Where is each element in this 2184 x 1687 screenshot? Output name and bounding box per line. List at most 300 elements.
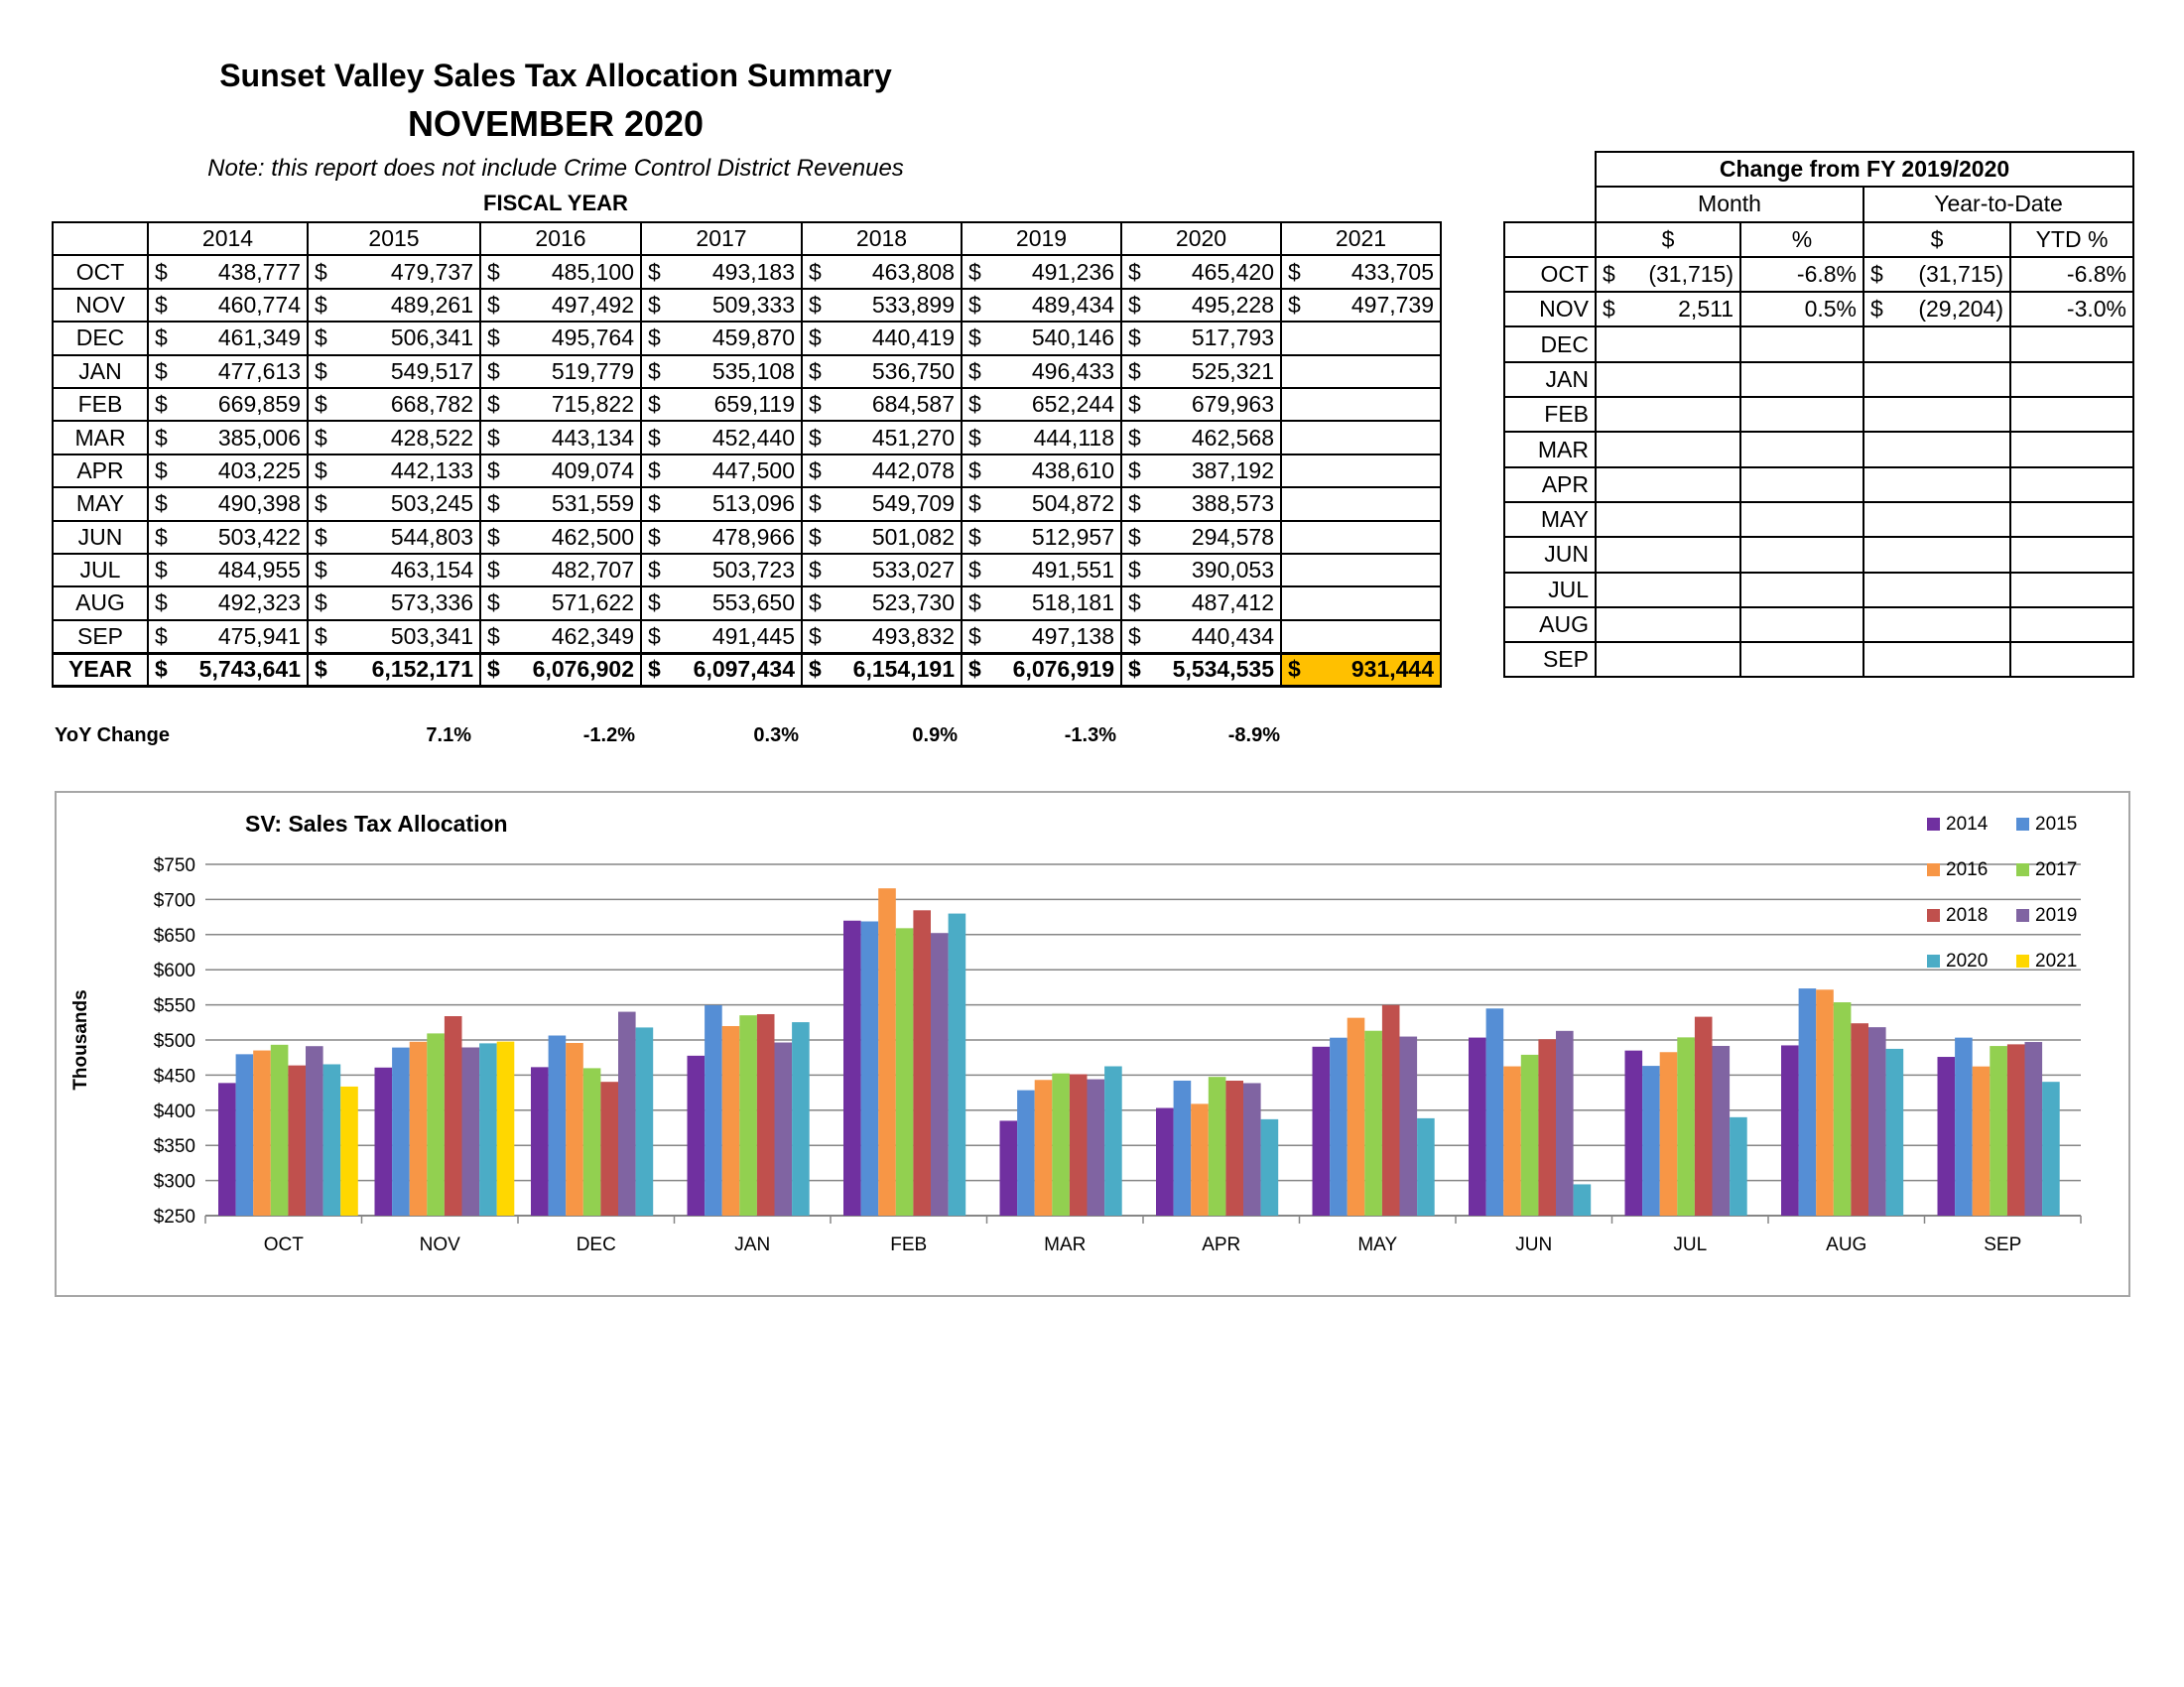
y-tick-label: $750 <box>153 855 195 876</box>
value-cell <box>1121 554 1281 586</box>
amount: 497,739 <box>1350 291 1434 318</box>
x-tick-label: APR <box>1202 1234 1241 1255</box>
value-cell <box>641 620 802 653</box>
amount: 492,323 <box>217 589 301 616</box>
change-cell <box>2010 362 2133 397</box>
bar-2018-may <box>1382 1005 1400 1216</box>
change-cell <box>2010 326 2133 361</box>
currency-symbol: $ <box>487 523 500 550</box>
legend-label: 2016 <box>1946 859 1989 880</box>
change-cell <box>1740 642 1863 677</box>
bar-2018-sep <box>2007 1044 2025 1216</box>
value-cell <box>480 355 641 388</box>
currency-symbol: $ <box>155 589 168 616</box>
value-cell <box>802 554 962 586</box>
value-cell <box>1121 487 1281 520</box>
amount: 388,573 <box>1191 490 1274 517</box>
currency-symbol: $ <box>809 456 822 483</box>
amount: 931,444 <box>1350 656 1434 683</box>
value-cell <box>1121 653 1281 686</box>
value-cell <box>802 322 962 354</box>
report-note: Note: this report does not include Crime Control District Revenues <box>207 155 904 182</box>
y-tick-label: $600 <box>153 961 195 982</box>
change-cell <box>1863 397 2010 432</box>
amount: (29,204) <box>1918 296 2003 323</box>
currency-symbol: $ <box>809 258 822 285</box>
bar-2017-nov <box>427 1033 445 1216</box>
month-label: APR <box>53 454 148 487</box>
bar-2016-jan <box>722 1026 740 1216</box>
change-cell <box>1740 573 1863 607</box>
month-label: AUG <box>53 586 148 619</box>
currency-symbol: $ <box>809 391 822 418</box>
value-cell <box>1121 521 1281 554</box>
change-cell <box>1596 326 1740 361</box>
currency-symbol: $ <box>155 656 168 683</box>
bar-2014-mar <box>1000 1120 1018 1216</box>
amount: 482,707 <box>551 557 634 584</box>
currency-symbol: $ <box>487 324 500 351</box>
month-label: FEB <box>1504 397 1596 432</box>
value-cell <box>962 586 1121 619</box>
amount: 503,245 <box>390 490 473 517</box>
col-ytd-pct: YTD % <box>2010 222 2133 257</box>
amount: 433,705 <box>1350 258 1434 285</box>
value-cell <box>641 521 802 554</box>
yoy-value: -1.3% <box>1064 724 1116 746</box>
table-row <box>53 355 1441 388</box>
change-cell <box>1863 326 2010 361</box>
change-row <box>1504 642 2133 677</box>
amount: 462,568 <box>1191 424 1274 451</box>
amount: 523,730 <box>871 589 955 616</box>
change-row <box>1504 432 2133 466</box>
change-row <box>1504 502 2133 537</box>
bar-2017-jul <box>1677 1037 1695 1216</box>
bar-2015-feb <box>861 922 879 1216</box>
value-cell <box>641 554 802 586</box>
value-cell <box>480 289 641 322</box>
month-label: NOV <box>53 289 148 322</box>
currency-symbol: $ <box>968 324 981 351</box>
amount: 478,966 <box>711 523 795 550</box>
value-cell <box>308 322 480 354</box>
amount: 495,764 <box>551 324 634 351</box>
amount: 390,053 <box>1191 557 1274 584</box>
amount: 5,534,535 <box>1172 656 1274 683</box>
currency-symbol: $ <box>1128 523 1141 550</box>
bar-2014-apr <box>1156 1108 1174 1216</box>
amount: (31,715) <box>1648 261 1734 288</box>
month-label: MAR <box>1504 432 1596 466</box>
value-cell <box>641 388 802 421</box>
bar-2016-aug <box>1816 989 1834 1216</box>
value-cell <box>641 355 802 388</box>
value-cell <box>1121 355 1281 388</box>
legend-label: 2019 <box>2035 905 2078 926</box>
legend-swatch-2016 <box>1927 863 1940 876</box>
change-cell <box>1596 502 1740 537</box>
bar-2019-may <box>1400 1037 1418 1216</box>
amount: 459,870 <box>711 324 795 351</box>
change-row <box>1504 467 2133 502</box>
year-header: 2017 <box>641 222 802 255</box>
amount: 438,610 <box>1031 456 1114 483</box>
bar-2017-jun <box>1521 1055 1539 1216</box>
change-cell <box>1596 257 1740 292</box>
change-cell <box>1863 467 2010 502</box>
value-cell <box>1281 421 1441 454</box>
value-cell <box>148 388 308 421</box>
amount: 679,963 <box>1191 391 1274 418</box>
change-cell <box>1863 573 2010 607</box>
currency-symbol: $ <box>155 557 168 584</box>
amount: 385,006 <box>217 424 301 451</box>
month-label: MAY <box>53 487 148 520</box>
amount: 489,261 <box>390 291 473 318</box>
x-tick-label: NOV <box>419 1234 460 1255</box>
percent: -6.8% <box>1796 261 1857 288</box>
amount: 409,074 <box>551 456 634 483</box>
value-cell <box>1281 255 1441 288</box>
currency-symbol: $ <box>1128 589 1141 616</box>
currency-symbol: $ <box>968 291 981 318</box>
bar-chart-svg <box>57 793 2128 1295</box>
value-cell <box>1281 454 1441 487</box>
value-cell <box>480 487 641 520</box>
value-cell <box>802 255 962 288</box>
bar-2015-apr <box>1174 1081 1192 1216</box>
bar-2019-feb <box>931 933 949 1216</box>
yoy-value: -1.2% <box>582 724 635 746</box>
bar-2020-dec <box>636 1027 654 1216</box>
value-cell <box>480 322 641 354</box>
legend-swatch-2017 <box>2016 863 2029 876</box>
value-cell <box>641 487 802 520</box>
currency-symbol: $ <box>648 656 661 683</box>
amount: 493,832 <box>871 622 955 649</box>
yoy-label: YoY Change <box>55 724 170 746</box>
value-cell <box>148 653 308 686</box>
amount: 452,440 <box>711 424 795 451</box>
value-cell <box>308 421 480 454</box>
bar-2016-jun <box>1503 1067 1521 1216</box>
change-cell <box>1596 362 1740 397</box>
change-cell <box>1863 292 2010 326</box>
table-row <box>53 586 1441 619</box>
amount: 444,118 <box>1033 424 1114 451</box>
value-cell <box>962 388 1121 421</box>
chart-title: SV: Sales Tax Allocation <box>245 811 508 837</box>
amount: 463,808 <box>871 258 955 285</box>
change-row <box>1504 607 2133 642</box>
change-cell <box>1596 292 1740 326</box>
amount: 535,108 <box>711 357 795 384</box>
change-title-row <box>1504 152 2133 187</box>
currency-symbol: $ <box>968 523 981 550</box>
amount: 504,872 <box>1031 490 1114 517</box>
yoy-value: -8.9% <box>1227 724 1280 746</box>
value-cell <box>480 454 641 487</box>
bar-2014-feb <box>843 921 861 1216</box>
bar-2015-oct <box>236 1054 254 1216</box>
change-cell <box>2010 573 2133 607</box>
bar-2019-apr <box>1243 1083 1261 1216</box>
amount: 428,522 <box>390 424 473 451</box>
table-row <box>53 421 1441 454</box>
change-row <box>1504 292 2133 326</box>
change-cell <box>1863 502 2010 537</box>
y-tick-label: $350 <box>153 1136 195 1158</box>
value-cell <box>308 388 480 421</box>
bar-2016-mar <box>1035 1080 1053 1216</box>
amount: 489,434 <box>1031 291 1114 318</box>
year-header: 2016 <box>480 222 641 255</box>
currency-symbol: $ <box>487 357 500 384</box>
amount: 491,445 <box>711 622 795 649</box>
value-cell <box>641 421 802 454</box>
currency-symbol: $ <box>968 357 981 384</box>
bar-2020-sep <box>2042 1082 2060 1216</box>
legend-swatch-2018 <box>1927 909 1940 922</box>
currency-symbol: $ <box>315 456 327 483</box>
table-row <box>53 620 1441 653</box>
currency-symbol: $ <box>1128 490 1141 517</box>
amount: 503,723 <box>711 557 795 584</box>
value-cell <box>1281 487 1441 520</box>
value-cell <box>480 554 641 586</box>
amount: 462,500 <box>551 523 634 550</box>
change-cell <box>2010 467 2133 502</box>
legend-swatch-2015 <box>2016 818 2029 831</box>
amount: 490,398 <box>217 490 301 517</box>
amount: 487,412 <box>1191 589 1274 616</box>
value-cell <box>148 586 308 619</box>
currency-symbol: $ <box>1288 291 1301 318</box>
value-cell <box>480 521 641 554</box>
month-label: AUG <box>1504 607 1596 642</box>
year-header: 2014 <box>148 222 308 255</box>
legend-swatch-2020 <box>1927 955 1940 968</box>
change-cell <box>1596 397 1740 432</box>
bar-2019-nov <box>462 1047 480 1216</box>
amount: 462,349 <box>551 622 634 649</box>
bar-2017-apr <box>1209 1077 1226 1216</box>
value-cell <box>308 454 480 487</box>
bar-2015-jun <box>1486 1008 1504 1216</box>
bar-2015-nov <box>392 1048 410 1216</box>
change-cell <box>1740 502 1863 537</box>
bar-2019-jun <box>1556 1031 1574 1216</box>
currency-symbol: $ <box>1288 656 1301 683</box>
x-tick-label: JUL <box>1673 1234 1708 1255</box>
currency-symbol: $ <box>648 424 661 451</box>
bar-2018-jan <box>757 1014 775 1216</box>
bar-2020-oct <box>323 1064 341 1216</box>
change-cell <box>1740 432 1863 466</box>
value-cell <box>962 521 1121 554</box>
value-cell <box>148 487 308 520</box>
value-cell <box>1121 388 1281 421</box>
bar-2018-jul <box>1695 1017 1713 1216</box>
sales-tax-chart <box>55 791 2130 1297</box>
amount: 6,076,902 <box>532 656 634 683</box>
amount: 503,422 <box>217 523 301 550</box>
currency-symbol: $ <box>968 456 981 483</box>
currency-symbol: $ <box>155 324 168 351</box>
change-cell <box>1596 607 1740 642</box>
table-row <box>53 388 1441 421</box>
bar-2014-may <box>1313 1047 1331 1216</box>
amount: 294,578 <box>1191 523 1274 550</box>
value-cell <box>480 421 641 454</box>
amount: 509,333 <box>711 291 795 318</box>
amount: 461,349 <box>217 324 301 351</box>
change-row <box>1504 397 2133 432</box>
report-title: Sunset Valley Sales Tax Allocation Summary <box>219 58 892 93</box>
value-cell <box>1121 289 1281 322</box>
currency-symbol: $ <box>648 523 661 550</box>
amount: 484,955 <box>217 557 301 584</box>
bar-2019-aug <box>1868 1027 1886 1216</box>
bar-2014-aug <box>1781 1045 1799 1216</box>
y-tick-label: $450 <box>153 1066 195 1088</box>
value-cell <box>962 454 1121 487</box>
bar-2018-oct <box>288 1066 306 1216</box>
y-tick-label: $700 <box>153 890 195 912</box>
value-cell <box>641 322 802 354</box>
currency-symbol: $ <box>487 424 500 451</box>
bar-2020-may <box>1417 1118 1435 1216</box>
amount: 6,154,191 <box>852 656 955 683</box>
year-header: 2021 <box>1281 222 1441 255</box>
legend-label: 2017 <box>2035 859 2078 880</box>
bar-2018-jun <box>1538 1039 1556 1216</box>
currency-symbol: $ <box>315 357 327 384</box>
currency-symbol: $ <box>648 391 661 418</box>
bar-2019-jul <box>1713 1046 1731 1216</box>
value-cell <box>148 521 308 554</box>
currency-symbol: $ <box>487 557 500 584</box>
value-cell <box>962 487 1121 520</box>
change-cell <box>1596 432 1740 466</box>
percent: -3.0% <box>2066 296 2126 323</box>
currency-symbol: $ <box>809 291 822 318</box>
bar-2020-apr <box>1261 1119 1279 1216</box>
currency-symbol: $ <box>1870 296 1883 323</box>
value-cell <box>1281 322 1441 354</box>
value-cell <box>480 255 641 288</box>
currency-symbol: $ <box>315 324 327 351</box>
bar-2018-feb <box>913 910 931 1216</box>
change-cell <box>2010 642 2133 677</box>
change-cell <box>2010 537 2133 572</box>
amount: 503,341 <box>390 622 473 649</box>
amount: 442,133 <box>390 456 473 483</box>
change-cell <box>1863 607 2010 642</box>
value-cell <box>308 653 480 686</box>
change-cell <box>1740 362 1863 397</box>
change-table <box>1503 151 2134 678</box>
value-cell <box>1281 586 1441 619</box>
amount: 517,793 <box>1191 324 1274 351</box>
month-label: MAR <box>53 421 148 454</box>
value-cell <box>1281 521 1441 554</box>
amount: 460,774 <box>217 291 301 318</box>
currency-symbol: $ <box>968 622 981 649</box>
change-cell <box>1740 292 1863 326</box>
bar-2014-sep <box>1938 1057 1956 1216</box>
currency-symbol: $ <box>1128 391 1141 418</box>
bar-2016-feb <box>878 888 896 1216</box>
currency-symbol: $ <box>809 324 822 351</box>
value-cell <box>148 255 308 288</box>
currency-symbol: $ <box>1603 261 1615 288</box>
value-cell <box>148 322 308 354</box>
bar-2015-jan <box>705 1005 722 1216</box>
month-group-label: Month <box>1596 187 1863 221</box>
amount: 518,181 <box>1031 589 1114 616</box>
currency-symbol: $ <box>155 523 168 550</box>
month-label: NOV <box>1504 292 1596 326</box>
currency-symbol: $ <box>487 490 500 517</box>
amount: 533,027 <box>871 557 955 584</box>
currency-symbol: $ <box>315 523 327 550</box>
value-cell <box>480 586 641 619</box>
amount: 5,743,641 <box>198 656 301 683</box>
value-cell <box>962 289 1121 322</box>
amount: 652,244 <box>1031 391 1114 418</box>
value-cell <box>148 554 308 586</box>
year-header: 2020 <box>1121 222 1281 255</box>
year-total-row <box>53 653 1441 686</box>
bar-2019-sep <box>2025 1042 2043 1216</box>
x-tick-label: AUG <box>1826 1234 1867 1255</box>
amount: 506,341 <box>390 324 473 351</box>
currency-symbol: $ <box>155 357 168 384</box>
change-cell <box>1740 467 1863 502</box>
bar-2020-aug <box>1886 1049 1904 1216</box>
bar-2020-mar <box>1104 1067 1122 1216</box>
bar-2017-dec <box>583 1068 601 1216</box>
amount: 479,737 <box>390 258 473 285</box>
legend-swatch-2014 <box>1927 818 1940 831</box>
currency-symbol: $ <box>809 490 822 517</box>
value-cell <box>1121 421 1281 454</box>
month-label: OCT <box>1504 257 1596 292</box>
value-cell <box>962 322 1121 354</box>
currency-symbol: $ <box>487 456 500 483</box>
month-label: OCT <box>53 255 148 288</box>
bar-2021-oct <box>340 1087 358 1216</box>
amount: 485,100 <box>551 258 634 285</box>
value-cell <box>308 620 480 653</box>
bar-2018-mar <box>1070 1075 1088 1216</box>
currency-symbol: $ <box>1128 258 1141 285</box>
currency-symbol: $ <box>1870 261 1883 288</box>
currency-symbol: $ <box>648 622 661 649</box>
month-label: DEC <box>53 322 148 354</box>
bar-2016-sep <box>1973 1067 1991 1216</box>
value-cell <box>802 620 962 653</box>
x-tick-label: MAY <box>1357 1234 1398 1255</box>
currency-symbol: $ <box>487 589 500 616</box>
currency-symbol: $ <box>809 557 822 584</box>
bar-2018-nov <box>445 1016 462 1216</box>
currency-symbol: $ <box>1128 622 1141 649</box>
y-tick-label: $650 <box>153 925 195 947</box>
value-cell <box>308 521 480 554</box>
